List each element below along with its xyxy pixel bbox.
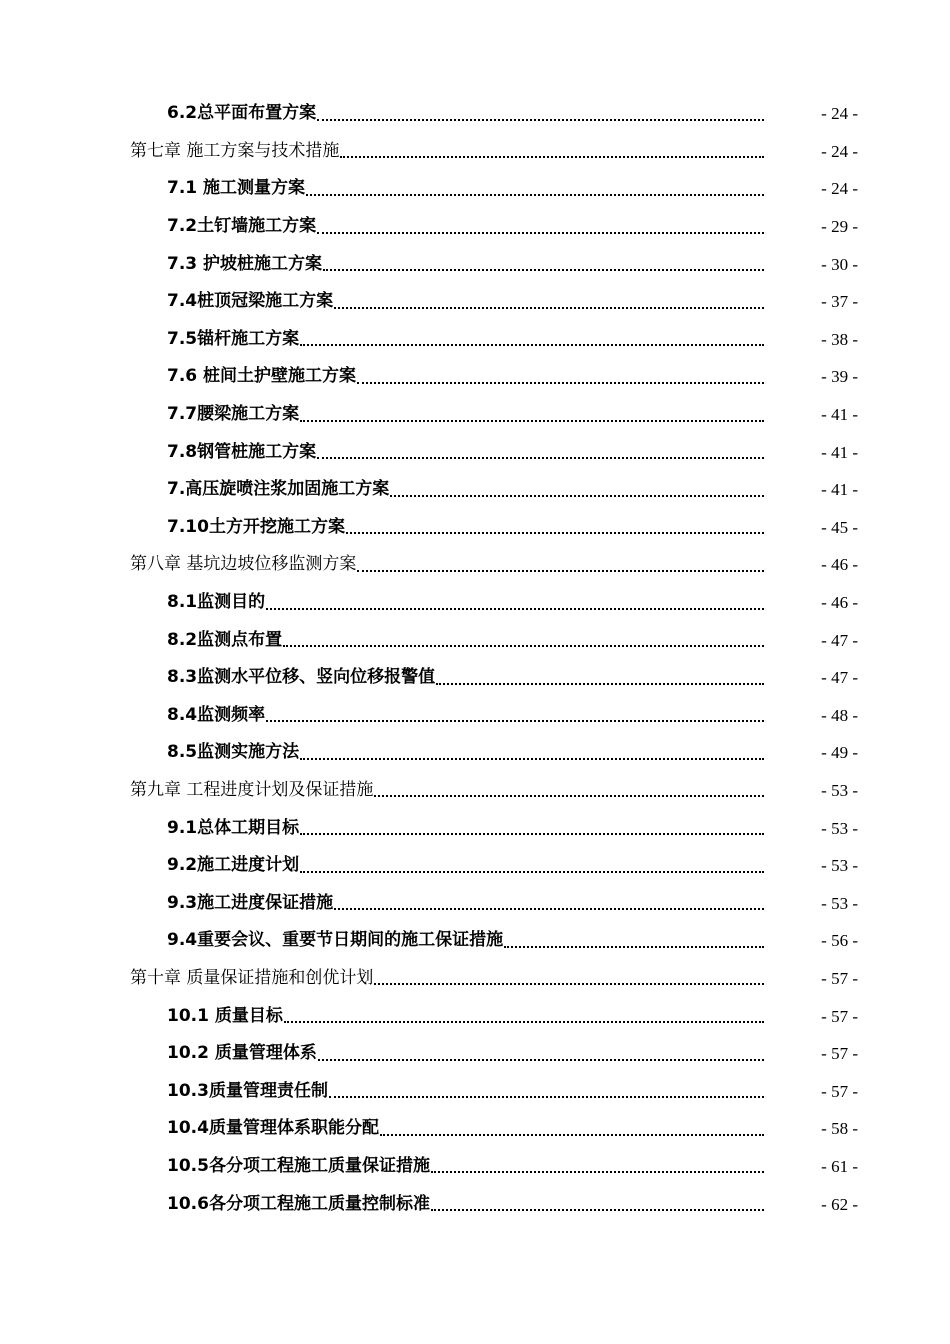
toc-section-entry[interactable] [0,433,950,471]
toc-section-entry[interactable] [0,734,950,772]
toc-entry-title: 7.3 护坡桩施工方案 [167,253,323,274]
toc-entry-title: 8.3监测水平位移、竖向位移报警值 [167,667,436,688]
toc-entry-title: 10.6各分项工程施工质量控制标准 [167,1193,430,1214]
toc-dot-leader [317,232,764,234]
toc-entry-title: 第七章 施工方案与技术措施 [130,140,340,161]
toc-section-entry[interactable] [0,509,950,547]
toc-dot-leader [374,795,764,797]
toc-section-entry[interactable] [0,471,950,509]
toc-section-entry[interactable] [0,884,950,922]
toc-dot-leader [318,1059,764,1061]
toc-section-entry[interactable] [0,621,950,659]
toc-page-number: - 53 - [821,780,858,800]
toc-section-entry[interactable] [0,358,950,396]
toc-section-entry[interactable] [0,697,950,735]
toc-dot-leader [380,1134,764,1136]
toc-dot-leader [300,344,764,346]
toc-dot-leader [317,457,764,459]
toc-dot-leader [334,908,764,910]
toc-entry-title: 8.4监测频率 [167,704,266,725]
toc-dot-leader [431,1209,764,1211]
toc-page-number: - 58 - [821,1119,858,1139]
toc-entry-title: 第十章 质量保证措施和创优计划 [130,967,374,988]
toc-entry-title: 10.1 质量目标 [167,1005,283,1026]
toc-page-number: - 24 - [821,104,858,124]
toc-dot-leader [436,683,764,685]
toc-page-number: - 62 - [821,1194,858,1214]
toc-entry-title: 6.2总平面布置方案 [167,103,317,124]
toc-dot-leader [266,608,764,610]
toc-entry-title: 10.5各分项工程施工质量保证措施 [167,1155,430,1176]
toc-page-number: - 57 - [821,1081,858,1101]
toc-page-number: - 53 - [821,856,858,876]
toc-section-entry[interactable] [0,922,950,960]
toc-section-entry[interactable] [0,283,950,321]
toc-page-number: - 46 - [821,555,858,575]
toc-entry-title: 7.1 施工测量方案 [167,178,306,199]
toc-dot-leader [346,532,764,534]
toc-entry-title: 第八章 基坑边坡位移监测方案 [130,554,357,575]
toc-section-entry[interactable] [0,95,950,133]
toc-dot-leader [329,1096,764,1098]
toc-section-entry[interactable] [0,321,950,359]
toc-dot-leader [340,156,764,158]
toc-entry-title: 7.5锚杆施工方案 [167,328,300,349]
toc-page-number: - 57 - [821,968,858,988]
toc-section-entry[interactable] [0,1035,950,1073]
toc-entry-title: 9.3施工进度保证措施 [167,892,334,913]
toc-entry-title: 8.5监测实施方法 [167,742,300,763]
toc-dot-leader [300,420,764,422]
toc-dot-leader [300,758,764,760]
toc-page-number: - 41 - [821,442,858,462]
toc-entry-title: 10.3质量管理责任制 [167,1080,328,1101]
toc-page-number: - 24 - [821,179,858,199]
toc-section-entry[interactable] [0,584,950,622]
toc-chapter-entry[interactable] [0,133,950,171]
toc-chapter-entry[interactable] [0,960,950,998]
toc-page-number: - 47 - [821,668,858,688]
table-of-contents [0,95,950,1223]
toc-section-entry[interactable] [0,659,950,697]
toc-chapter-entry[interactable] [0,772,950,810]
toc-entry-title: 7.高压旋喷注浆加固施工方案 [167,479,390,500]
toc-entry-title: 7.10土方开挖施工方案 [167,516,345,537]
toc-dot-leader [374,983,764,985]
toc-page-number: - 41 - [821,480,858,500]
toc-entry-title: 9.4重要会议、重要节日期间的施工保证措施 [167,930,504,951]
toc-page-number: - 53 - [821,893,858,913]
toc-dot-leader [323,269,764,271]
toc-dot-leader [266,720,764,722]
toc-dot-leader [300,833,764,835]
toc-section-entry[interactable] [0,1072,950,1110]
toc-section-entry[interactable] [0,208,950,246]
toc-dot-leader [390,495,764,497]
toc-section-entry[interactable] [0,997,950,1035]
toc-page-number: - 38 - [821,329,858,349]
toc-page-number: - 46 - [821,593,858,613]
toc-page-number: - 49 - [821,743,858,763]
toc-page-number: - 37 - [821,292,858,312]
toc-chapter-entry[interactable] [0,546,950,584]
toc-dot-leader [284,1021,764,1023]
toc-dot-leader [431,1171,764,1173]
toc-page-number: - 53 - [821,818,858,838]
toc-dot-leader [300,871,764,873]
toc-dot-leader [317,119,764,121]
toc-section-entry[interactable] [0,1148,950,1186]
toc-entry-title: 7.4桩顶冠梁施工方案 [167,291,334,312]
toc-page-number: - 29 - [821,217,858,237]
toc-page-number: - 48 - [821,705,858,725]
toc-page-number: - 39 - [821,367,858,387]
toc-entry-title: 7.8钢管桩施工方案 [167,441,317,462]
toc-section-entry[interactable] [0,1110,950,1148]
toc-section-entry[interactable] [0,245,950,283]
toc-dot-leader [306,194,764,196]
toc-entry-title: 第九章 工程进度计划及保证措施 [130,779,374,800]
toc-dot-leader [334,307,764,309]
toc-page-number: - 57 - [821,1044,858,1064]
toc-page-number: - 24 - [821,141,858,161]
toc-dot-leader [357,570,764,572]
toc-entry-title: 7.7腰梁施工方案 [167,404,300,425]
toc-page-number: - 45 - [821,517,858,537]
toc-dot-leader [504,946,764,948]
toc-dot-leader [357,382,764,384]
toc-section-entry[interactable] [0,170,950,208]
toc-entry-title: 8.1监测目的 [167,592,266,613]
toc-page-number: - 56 - [821,931,858,951]
toc-entry-title: 8.2监测点布置 [167,629,283,650]
toc-page-number: - 57 - [821,1006,858,1026]
toc-entry-title: 10.2 质量管理体系 [167,1043,317,1064]
toc-entry-title: 9.1总体工期目标 [167,817,300,838]
toc-section-entry[interactable] [0,1185,950,1223]
toc-section-entry[interactable] [0,396,950,434]
toc-dot-leader [283,645,764,647]
toc-entry-title: 7.2土钉墙施工方案 [167,216,317,237]
toc-page-number: - 30 - [821,254,858,274]
toc-entry-title: 7.6 桩间土护壁施工方案 [167,366,357,387]
toc-section-entry[interactable] [0,809,950,847]
toc-page-number: - 61 - [821,1156,858,1176]
toc-section-entry[interactable] [0,847,950,885]
toc-page-number: - 41 - [821,405,858,425]
toc-page-number: - 47 - [821,630,858,650]
toc-entry-title: 10.4质量管理体系职能分配 [167,1118,379,1139]
toc-entry-title: 9.2施工进度计划 [167,855,300,876]
